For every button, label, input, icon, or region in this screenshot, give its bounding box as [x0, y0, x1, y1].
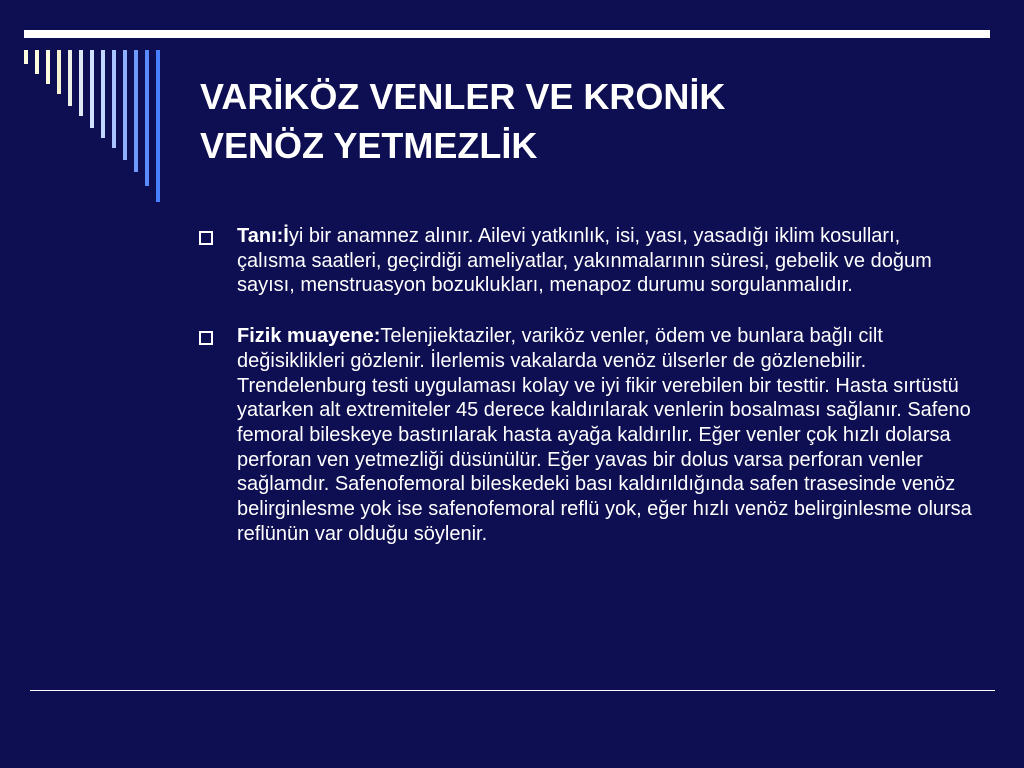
bullet-lead: Tanı:İ: [237, 225, 289, 247]
stripe-5: [68, 50, 72, 106]
stripe-7: [90, 50, 94, 128]
bullet-text: yi bir anamnez alınır. Ailevi yatkınlık, isi, yası, yasadığı iklim kosulları, çalısma saatleri, geçirdiği ameliyatlar, yakınmalarının süresi, gebelik ve doğum sayısı, menstruasyon bozuklukları, menapoz durumu sorgulanmalıdır.: [237, 225, 932, 297]
bottom-rule: [30, 690, 995, 691]
stripe-3: [46, 50, 50, 84]
bullet-text: Telenjiektaziler, variköz venler, ödem ve bunlara bağlı cilt değisiklikleri gözlenir. İlerlemis vakalarda venöz ülserler de gözlenebilir. Trendelenburg testi uygulaması kolay ve iyi fikir verebilen bir testtir. Hasta sırtüstü yatarken alt extremiteler 45 derece kaldırılarak venlerin bosalması sağlanır. Safeno femoral bileskeye bastırılarak hasta ayağa kaldırılır. Eğer venler çok hızlı dolarsa perforan ven yetmezliği düsünülür. Eğer yavas bir dolus varsa perforan venler sağlamdır. Safenofemoral bileskedeki bası kaldırıldığında safen trasesinde venöz belirginlesme yok ise safenofemoral reflü yok, eğer hızlı venöz belirginlesme olursa reflünün var olduğu söylenir.: [237, 325, 972, 545]
stripe-11: [134, 50, 138, 172]
hollow-square-bullet-icon: [199, 231, 213, 245]
stripe-13: [156, 50, 160, 202]
stripe-2: [35, 50, 39, 74]
decorative-stripes: [0, 0, 180, 220]
hollow-square-bullet-icon: [199, 331, 213, 345]
title-line-2: VENÖZ YETMEZLİK: [200, 125, 538, 166]
bullet-body: [237, 324, 972, 546]
stripe-8: [101, 50, 105, 138]
bullet-list: [197, 224, 972, 546]
stripe-6: [79, 50, 83, 116]
slide-title: [200, 72, 980, 170]
bullet-lead: Fizik muayene:: [237, 325, 381, 348]
bullet-physical-exam: [197, 324, 972, 546]
stripe-12: [145, 50, 149, 186]
title-line-1: VARİKÖZ VENLER VE KRONİK: [200, 76, 726, 117]
stripe-4: [57, 50, 61, 94]
bullet-body: [237, 224, 972, 298]
stripe-1: [24, 50, 28, 64]
bullet-diagnosis: [197, 224, 972, 298]
stripe-10: [123, 50, 127, 160]
stripe-9: [112, 50, 116, 148]
